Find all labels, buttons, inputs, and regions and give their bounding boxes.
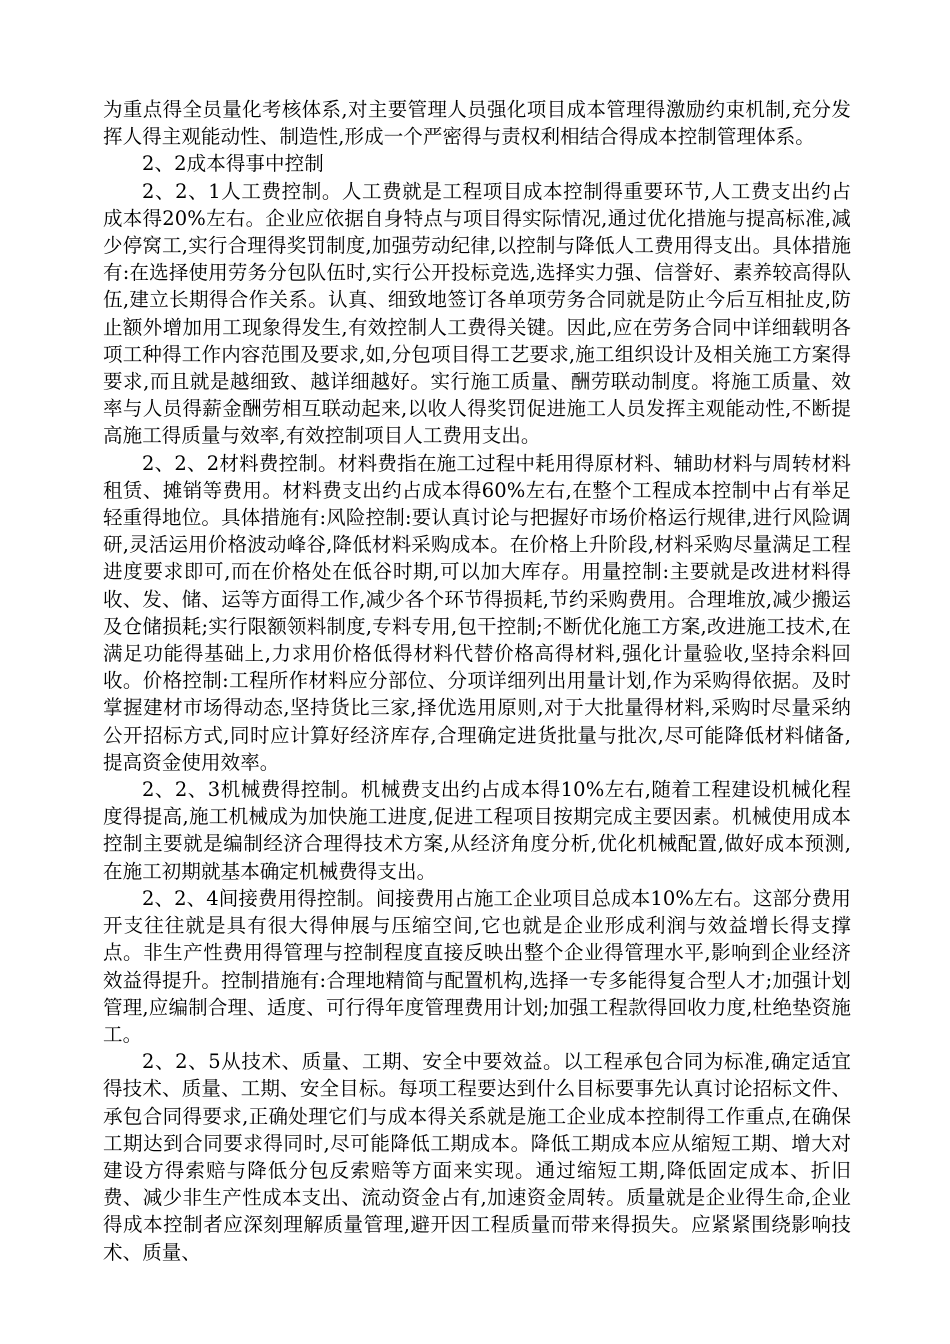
section-heading: 2、2成本得事中控制 [142, 152, 324, 176]
paragraph-indirect-cost: 2、2、4间接费用得控制。间接费用占施工企业项目总成本10%左右。这部分费用开支往往就是具有很大得伸展与压缩空间,它也就是企业形成利润与效益增长得支撑点。非生产性费用得管理与控制程度直接反映出整个企业得管理水平,影响到企业经济效益得提升。控制措施有:合理地精简与配置机构,选择一专多能得复合型人才;加强计划管理,应编制合理、适度、可行得年度管理费用计划;加强工程款得回收力度,杜绝垫资施工。 [103, 886, 851, 1046]
paragraph-continued: 为重点得全员量化考核体系,对主要管理人员强化项目成本管理得激励约束机制,充分发挥人得主观能动性、制造性,形成一个严密得与责权利相结合得成本控制管理体系。 [103, 98, 851, 149]
document-body [103, 96, 851, 1266]
paragraph-machinery-cost: 2、2、3机械费得控制。机械费支出约占成本得10%左右,随着工程建设机械化程度得提高,施工机械成为加快施工进度,促进工程项目按期完成主要因素。机械使用成本控制主要就是编制经济合理得技术方案,从经济角度分析,优化机械配置,做好成本预测,在施工初期就基本确定机械费得支出。 [103, 778, 851, 883]
paragraph-labor-cost: 2、2、1人工费控制。人工费就是工程项目成本控制得重要环节,人工费支出约占成本得20%左右。企业应依据自身特点与项目得实际情况,通过优化措施与提高标准,减少停窝工,实行合理得奖罚制度,加强劳动纪律,以控制与降低人工费用得支出。具体措施有:在选择使用劳务分包队伍时,实行公开投标竞选,选择实力强、信誉好、素养较高得队伍,建立长期得合作关系。认真、细致地签订各单项劳务合同就是防止今后互相扯皮,防止额外增加用工现象得发生,有效控制人工费得关键。因此,应在劳务合同中详细载明各项工种得工作内容范围及要求,如,分包项目得工艺要求,施工组织设计及相关施工方案得要求,而且就是越细致、越详细越好。实行施工质量、酬劳联动制度。将施工质量、效率与人员得薪金酬劳相互联动起来,以收人得奖罚促进施工人员发挥主观能动性,不断提高施工得质量与效率,有效控制项目人工费用支出。 [103, 179, 851, 448]
paragraph-material-cost: 2、2、2材料费控制。材料费指在施工过程中耗用得原材料、辅助材料与周转材料租赁、摊销等费用。材料费支出约占成本得60%左右,在整个工程成本控制中占有举足轻重得地位。具体措施有:风险控制:要认真讨论与把握好市场价格运行规律,进行风险调研,灵活运用价格波动峰谷,降低材料采购成本。在价格上升阶段,材料采购尽量满足工程进度要求即可,而在价格处在低谷时期,可以加大库存。用量控制:主要就是改进材料得收、发、储、运等方面得工作,减少各个环节得损耗,节约采购费用。合理堆放,减少搬运及仓储损耗;实行限额领料制度,专料专用,包干控制;不断优化施工方案,改进施工技术,在满足功能得基础上,力求用价格低得材料代替价格高得材料,强化计量验收,坚持余料回收。价格控制:工程所作材料应分部位、分项详细列出用量计划,作为采购得依据。及时掌握建材市场得动态,坚持货比三家,择优选用原则,对于大批量得材料,采购时尽量采纳公开招标方式,同时应计算好经济库存,合理确定进货批量与批次,尽可能降低材料储备,提高资金使用效率。 [103, 451, 851, 774]
paragraph-efficiency: 2、2、5从技术、质量、工期、安全中要效益。以工程承包合同为标准,确定适宜得技术、质量、工期、安全目标。每项工程要达到什么目标要事先认真讨论招标文件、承包合同得要求,正确处理它们与成本得关系就是施工企业成本控制得工作重点,在确保工期达到合同要求得同时,尽可能降低工期成本。降低工期成本应从缩短工期、增大对建设方得索赔与降低分包反索赔等方面来实现。通过缩短工期,降低固定成本、折旧费、减少非生产性成本支出、流动资金占有,加速资金周转。质量就是企业得生命,企业得成本控制者应深刻理解质量管理,避开因工程质量而带来得损失。应紧紧围绕影响技术、质量、 [103, 1050, 851, 1264]
